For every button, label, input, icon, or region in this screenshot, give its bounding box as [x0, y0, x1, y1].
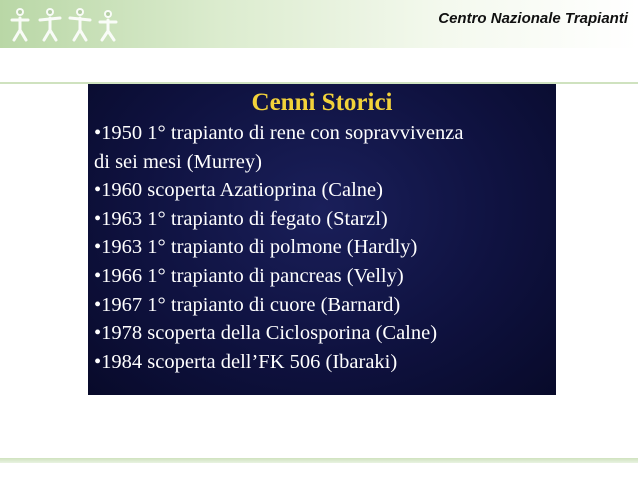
footer-divider — [0, 458, 638, 463]
list-item: •1978 scoperta della Ciclosporina (Calne) — [94, 322, 438, 345]
header-band — [0, 0, 638, 48]
header-title: Centro Nazionale Trapianti — [438, 10, 628, 27]
list-item: •1963 1° trapianto di polmone (Hardly) — [94, 236, 418, 259]
people-figures-logo-icon — [6, 4, 126, 44]
list-item: •1967 1° trapianto di cuore (Barnard) — [94, 293, 401, 316]
list-item: •1950 1° trapianto di rene con sopravvivenza — [94, 122, 464, 144]
history-list — [94, 119, 550, 376]
list-item: di sei mesi (Murrey) — [94, 150, 262, 173]
list-item: •1963 1° trapianto di fegato (Starzl) — [94, 207, 388, 230]
list-item: •1960 scoperta Azatioprina (Calne) — [94, 179, 383, 202]
slide-image — [88, 84, 556, 395]
list-item: •1966 1° trapianto di pancreas (Velly) — [94, 264, 404, 287]
slide-title: Cenni Storici — [251, 89, 393, 116]
list-item: •1984 scoperta dell’FK 506 (Ibaraki) — [94, 350, 398, 373]
